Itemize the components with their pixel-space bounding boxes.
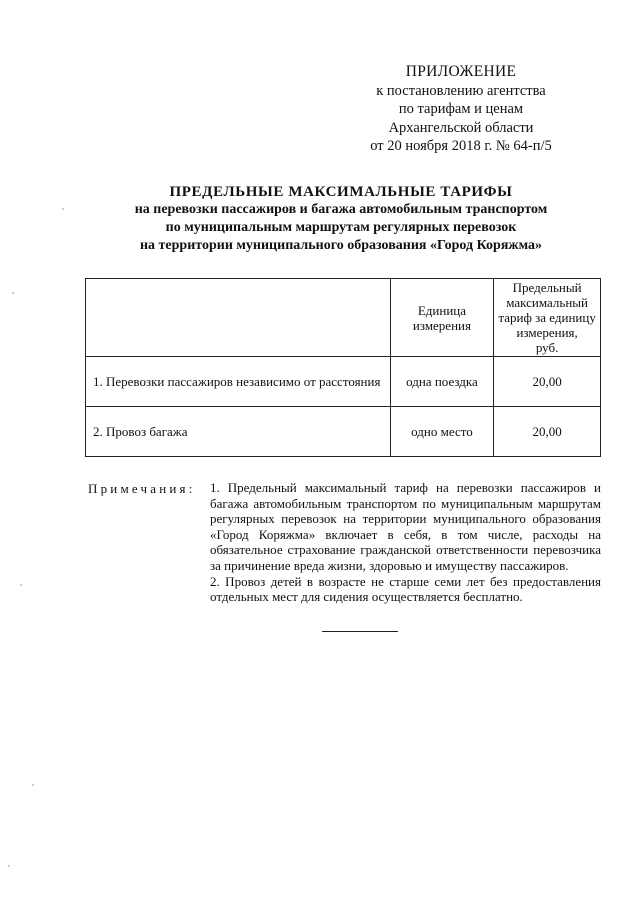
table-row bbox=[86, 407, 601, 457]
appendix-header bbox=[340, 63, 582, 156]
header-price-cell bbox=[494, 279, 601, 357]
row-price-cell: 20,00 bbox=[494, 357, 601, 407]
title-line: на перевозки пассажиров и багажа автомобильным транспортом bbox=[134, 202, 548, 217]
appendix-line: Архангельской области bbox=[388, 119, 534, 136]
appendix-title: ПРИЛОЖЕНИЕ bbox=[405, 63, 517, 80]
end-divider bbox=[322, 631, 398, 632]
note-item: 2. Провоз детей в возрасте не старше семи лет без предоставления отдельных мест для сидения осуществляется бесплатно. bbox=[210, 573, 601, 605]
row-price-cell: 20,00 bbox=[494, 407, 601, 457]
header-price-line: Предельный bbox=[512, 280, 582, 295]
header-unit-line: Единица bbox=[417, 302, 467, 318]
scan-speck bbox=[20, 584, 22, 586]
row-name-cell: 1. Перевозки пассажиров независимо от расстояния bbox=[86, 357, 391, 407]
row-unit-cell: одна поездка bbox=[390, 357, 494, 407]
scan-speck bbox=[62, 208, 64, 210]
table-row bbox=[86, 357, 601, 407]
appendix-date-line: от 20 ноября 2018 г. № 64-п/5 bbox=[370, 138, 552, 154]
header-price-line: максимальный bbox=[506, 295, 588, 310]
tariff-table bbox=[85, 278, 601, 457]
row-name-cell: 2. Провоз багажа bbox=[86, 407, 391, 457]
title-line: по муниципальным маршрутам регулярных перевозок bbox=[165, 220, 517, 235]
notes-body bbox=[210, 480, 601, 605]
scan-speck bbox=[32, 784, 34, 786]
appendix-line: к постановлению агентства bbox=[376, 82, 546, 99]
scan-speck bbox=[8, 865, 10, 867]
header-price-line: руб. bbox=[535, 340, 559, 355]
title-line: на территории муниципального образования «Город Коряжма» bbox=[139, 238, 543, 253]
title-main: ПРЕДЕЛЬНЫЕ МАКСИМАЛЬНЫЕ ТАРИФЫ bbox=[169, 184, 513, 200]
header-unit-cell bbox=[390, 279, 494, 357]
row-unit-cell: одно место bbox=[390, 407, 494, 457]
note-item: 1. Предельный максимальный тариф на перевозки пассажиров и багажа автомобильным транспортом по муниципальным маршрутам регулярных перевозок на территории муниципального образования «Город Коряжма» включает в себя, в том числе, расходы на обязательное страхование гражданской ответственности перевозчика за причинение вреда жизни, здоровью и имуществу пассажиров. bbox=[210, 480, 601, 573]
header-price-line: измерения, bbox=[516, 325, 578, 340]
header-name-cell bbox=[86, 279, 391, 357]
notes-label: Примечания: bbox=[88, 481, 196, 496]
table-header-row bbox=[86, 279, 601, 357]
header-unit-line: измерения bbox=[412, 317, 471, 333]
scan-speck bbox=[12, 292, 14, 294]
document-title bbox=[70, 183, 612, 255]
appendix-line: по тарифам и ценам bbox=[398, 101, 524, 117]
header-price-line: тариф за единицу bbox=[498, 310, 596, 325]
